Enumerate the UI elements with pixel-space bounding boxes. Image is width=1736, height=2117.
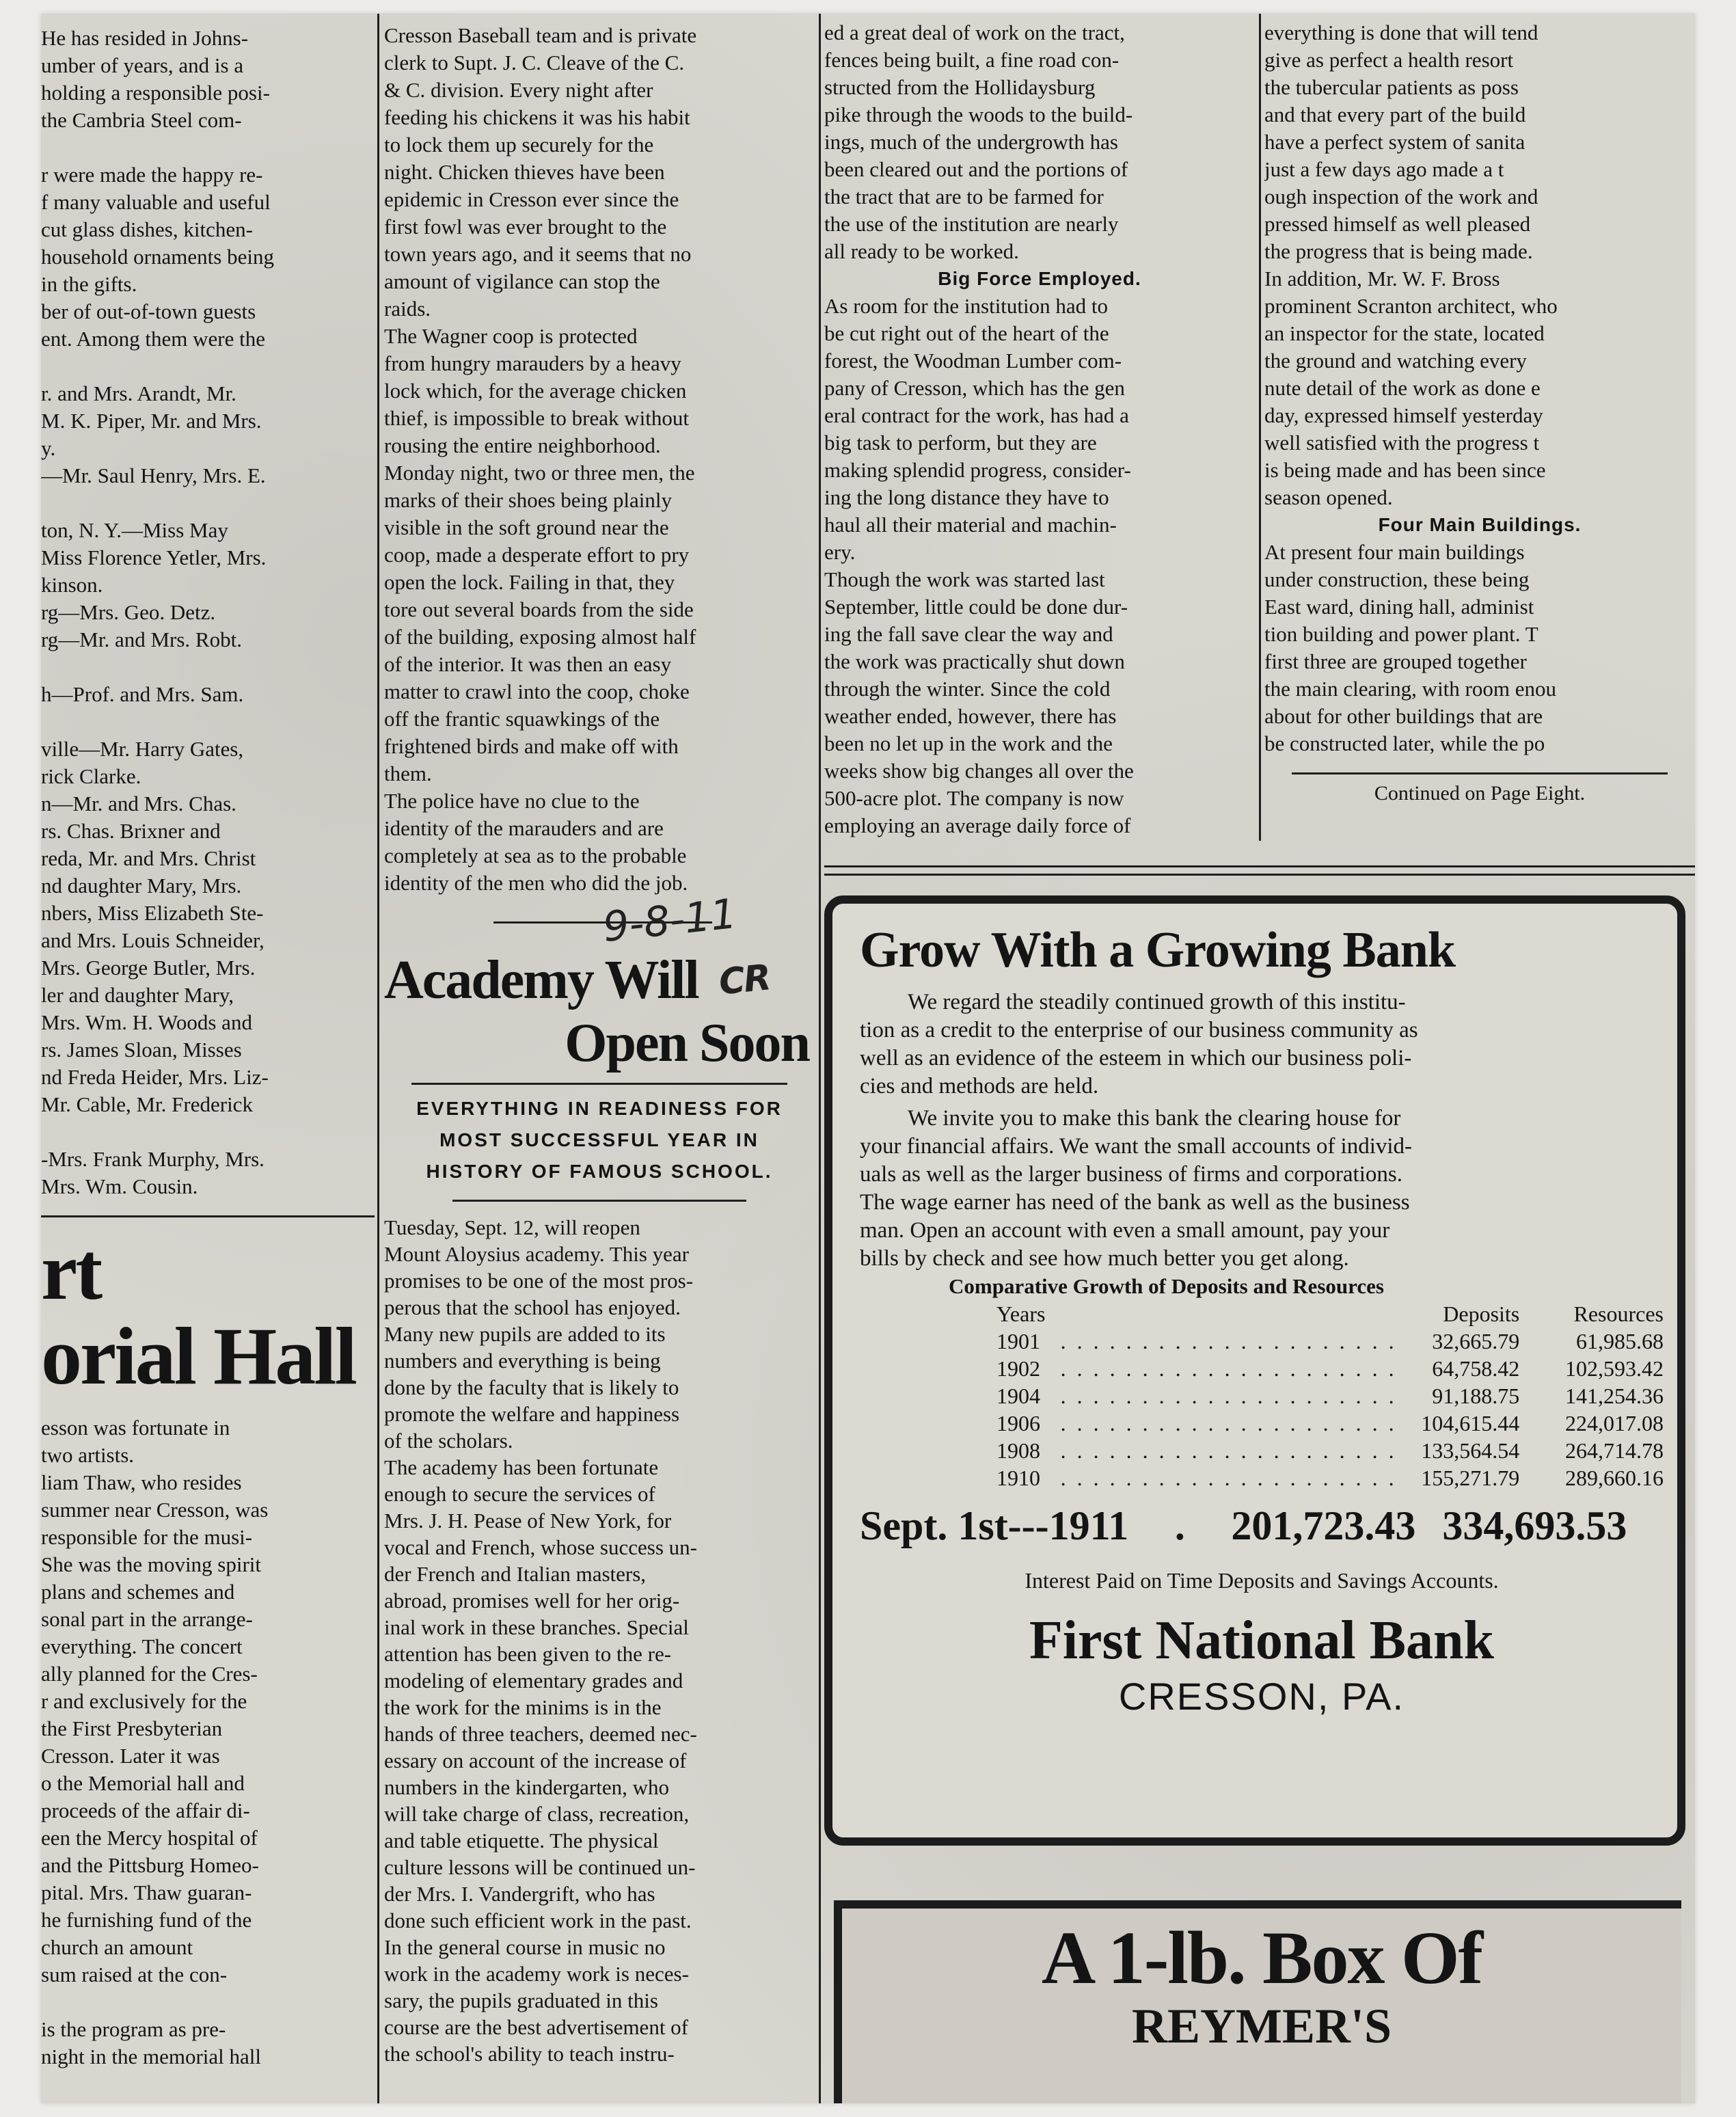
row-deposits: 155,271.79 (1421, 1466, 1520, 1490)
column-3 (824, 14, 1255, 854)
row-resources: 141,254.36 (1565, 1384, 1664, 1408)
row-leader: . . . . . . . . . . . . . . . . . . . . . (1060, 1411, 1397, 1435)
row-resources: 264,714.78 (1565, 1438, 1664, 1463)
col4-subhead: Four Main Buildings. (1378, 514, 1582, 535)
bank-name: First National Bank (1029, 1610, 1495, 1671)
growth-table-row (996, 1382, 1664, 1410)
growth-table-header (996, 1300, 1664, 1327)
row-leader: . . . . . . . . . . . . . . . . . . . . . (1060, 1384, 1397, 1408)
section-rule-bottom (824, 874, 1695, 876)
header-years: Years (996, 1302, 1046, 1326)
col3-text-1: ed a great deal of work on the tract, fences being built, a fine road con- structed from the Hollidaysburg pike through the woods to the build- ings, much of the undergrowth has been cleared out and the portions of the tract that are to be farmed for the use of the institution are nearly all ready to be worked. (824, 21, 1133, 263)
row-year: 1904 (996, 1384, 1040, 1408)
bank-ad-title: Grow With a Growing Bank (860, 922, 1456, 978)
row-year: 1901 (996, 1329, 1040, 1353)
row-leader: . . . . . . . . . . . . . . . . . . . . . (1060, 1438, 1397, 1463)
bank-city: CRESSON, PA. (1118, 1675, 1405, 1718)
academy-headline-line2: Open Soon (565, 1013, 809, 1073)
continued-note: Continued on Page Eight. (1374, 782, 1586, 805)
row-resources: 289,660.16 (1565, 1466, 1664, 1490)
row-year: 1910 (996, 1466, 1040, 1490)
academy-headline-line1 (384, 949, 815, 1012)
newspaper-page (41, 14, 1695, 2103)
col1-divider (41, 1215, 375, 1217)
growth-table-row (996, 1410, 1664, 1437)
current-totals-row (860, 1498, 1664, 1553)
row-year: 1906 (996, 1411, 1040, 1435)
reymer-ad-title: A 1-lb. Box Of (1041, 1916, 1482, 1999)
column-4 (1264, 14, 1695, 854)
row-leader: . . . . . . . . . . . . . . . . . . . . . (1060, 1329, 1397, 1353)
column-2 (384, 14, 815, 2103)
column-rule-2 (819, 14, 821, 2103)
row-resources: 102,593.42 (1565, 1356, 1664, 1381)
academy-body: Tuesday, Sept. 12, will reopen Mount Aloysius academy. This year promises to be one of the most pros- perous that the school has enjoyed. Many new pupils are added to its numbers and everything is being done by the faculty that is likely to promote the welfare and happiness of the scholars. The academy has been fortunate enough to secure the services of Mrs. J. H. Pease of New York, for vocal and French, whose success un- der French and Italian masters, abroad, promises well for her orig- inal work in these branches. Special attention has been given to the re- modeling of elementary grades and the work for the minims is in the hands of three teachers, deemed nec- essary on account of the increase of numbers in the kindergarten, who will take charge of class, recreation, and table etiquette. The physical culture lessons will be continued un- der Mrs. I. Vandergrift, who has done such efficient work in the past. In the general course in music no work in the academy work is neces- sary, the pupils graduated in this course are the best advertisement of the school's ability to teach instru- (384, 1215, 697, 2066)
growth-table-row (996, 1464, 1664, 1492)
row-year: 1902 (996, 1356, 1040, 1381)
row-deposits: 91,188.75 (1432, 1384, 1520, 1408)
col1-headline-fragment-1: rt (41, 1226, 101, 1317)
col2-wagner-story: Cresson Baseball team and is private clerk to Supt. J. C. Cleave of the C. & C. division. Every night after feeding his chickens it was his habit to lock them up securely for the night. Chicken thieves have been epidemic in Cresson ever since the first fowl was ever brought to the town years ago, and it seems that no amount of vigilance can stop the raids. The Wagner coop is protected from hungry marauders by a heavy lock which, for the average chicken thief, is impossible to break without rousing the entire neighborhood. Monday night, two or three men, the marks of their shoes being plainly visible in the soft ground near the coop, made a desperate effort to pry open the lock. Failing in that, they tore out several boards from the side of the building, exposing almost half of the interior. It was then an easy matter to crawl into the coop, choke off the frantic squawkings of the frightened birds and make off with them. The police have no clue to the identity of the marauders and are completely at sea as to the probable identity of the men who did the job. (384, 23, 697, 895)
growth-table-row (996, 1355, 1664, 1382)
current-date: Sept. 1st---1911 (860, 1503, 1129, 1548)
growth-table-body (996, 1327, 1664, 1492)
header-spacer (1061, 1300, 1397, 1327)
row-deposits: 133,564.54 (1421, 1438, 1520, 1463)
growth-table-row (996, 1437, 1664, 1464)
column-rule-1 (377, 14, 379, 2103)
bank-advertisement (824, 895, 1685, 1846)
current-deposits: 201,723.43 (1231, 1503, 1416, 1548)
col1-top-text: He has resided in Johns- umber of years, and is a holding a responsible posi- the Cambria Steel com- r were made the happy re- f many valuable and useful cut glass dishes, kitchen- household ornaments being in the gifts. ber of out-of-town guests ent. Among them were the r. and Mrs. Arandt, Mr. M. K. Piper, Mr. and Mrs. y. —Mr. Saul Henry, Mrs. E. ton, N. Y.—Miss May Miss Florence Yetler, Mrs. kinson. rg—Mrs. Geo. Detz. rg—Mr. and Mrs. Robt. h—Prof. and Mrs. Sam. ville—Mr. Harry Gates, rick Clarke. n—Mr. and Mrs. Chas. rs. Chas. Brixner and reda, Mr. and Mrs. Christ nd daughter Mary, Mrs. nbers, Miss Elizabeth Ste- and Mrs. Louis Schneider, Mrs. George Butler, Mrs. ler and daughter Mary, Mrs. Wm. H. Woods and rs. James Sloan, Misses nd Freda Heider, Mrs. Liz- Mr. Cable, Mr. Frederick -Mrs. Frank Murphy, Mrs. Mrs. Wm. Cousin. (41, 26, 274, 1198)
reymer-ad-subtitle: REYMER'S (1131, 1999, 1392, 2053)
row-resources: 61,985.68 (1576, 1329, 1664, 1353)
header-deposits: Deposits (1443, 1302, 1520, 1326)
header-resources: Resources (1573, 1302, 1664, 1326)
column-rule-3 (1259, 14, 1261, 841)
handwritten-initials: CR (717, 957, 772, 1003)
col4-divider (1292, 772, 1668, 774)
row-deposits: 64,758.42 (1432, 1356, 1520, 1381)
bank-ad-paragraph-2: We invite you to make this bank the clearing house for your financial affairs. We want the small accounts of individ- uals as well as the larger business of firms and corporations. The wage earner has need of the bank as well as the business man. Open an account with even a small amount, pay your bills by check and see how much better you get along. (860, 1106, 1413, 1271)
academy-deck: EVERYTHING IN READINESS FOR MOST SUCCESSFUL YEAR IN HISTORY OF FAMOUS SCHOOL. (416, 1098, 783, 1182)
interest-note: Interest Paid on Time Deposits and Savings Accounts. (1025, 1568, 1499, 1593)
row-resources: 224,017.08 (1565, 1411, 1664, 1435)
deck-rule (452, 1200, 746, 1202)
row-year: 1908 (996, 1438, 1040, 1463)
column-1 (41, 14, 375, 2103)
section-rule-top (824, 865, 1695, 867)
row-leader: . . . . . . . . . . . . . . . . . . . . . (1060, 1466, 1397, 1490)
col1-bottom-text: esson was fortunate in two artists. liam Thaw, who resides summer near Cresson, was responsible for the musi- She was the moving spirit plans and schemes and sonal part in the arrange- everything. The concert ally planned for the Cres- r and exclusively for the the First Presbyterian Cresson. Later it was o the Memorial hall and proceeds of the affair di- een the Mercy hospital of and the Pittsburg Homeo- pital. Mrs. Thaw guaran- he furnishing fund of the church an amount sum raised at the con- is the program as pre- night in the memorial hall (41, 1416, 269, 2068)
col1-headline-fragment-2: orial Hall (41, 1310, 355, 1401)
growth-table (996, 1300, 1664, 1492)
current-dot: . (1174, 1503, 1185, 1548)
row-leader: . . . . . . . . . . . . . . . . . . . . . (1060, 1356, 1397, 1381)
growth-table-title: Comparative Growth of Deposits and Resources (949, 1274, 1384, 1298)
reymer-advertisement (834, 1900, 1681, 2103)
growth-table-row (996, 1327, 1664, 1355)
col4-text-2: At present four main buildings under construction, these being East ward, dining hall, administ tion building and power plant. T first three are grouped together the main clearing, with room enou about for other buildings that are be constructed later, while the po (1264, 540, 1556, 755)
row-deposits: 32,665.79 (1432, 1329, 1520, 1353)
row-deposits: 104,615.44 (1421, 1411, 1520, 1435)
current-resources: 334,693.53 (1442, 1503, 1627, 1548)
handwritten-date: 9-8-11 (600, 889, 740, 952)
col3-text-2: As room for the institution had to be cut right out of the heart of the forest, the Woodman Lumber com- pany of Cresson, which has the gen eral contract for the work, has had a big task to perform, but they are making splendid progress, consider- ing the long distance they have to haul all their material and machin- ery. Though the work was started last September, little could be done dur- ing the fall save clear the way and the work was practically shut down through the winter. Since the cold weather ended, however, there has been no let up in the work and the weeks show big changes all over the 500-acre plot. The company is now employing an average daily force of (824, 294, 1134, 837)
headline-rule (411, 1083, 787, 1085)
col4-text-1: everything is done that will tend give as perfect a health resort the tubercular patients as poss and that every part of the build have a perfect system of sanita just a few days ago made a t ough inspection of the work and pressed himself as well pleased the progress that is being made. In addition, Mr. W. F. Bross prominent Scranton architect, who an inspector for the state, located the ground and watching every nute detail of the work as done e day, expressed himself yesterday well satisfied with the progress t is being made and has been since season opened. (1264, 21, 1558, 509)
col3-subhead: Big Force Employed. (938, 268, 1141, 289)
bank-ad-paragraph-1: We regard the steadily continued growth of this institu- tion as a credit to the enterprise of our business community as well as an evidence of the esteem in which our business poli- cies and methods are held. (860, 990, 1418, 1098)
academy-headline-text-1: Academy Will (384, 950, 699, 1010)
